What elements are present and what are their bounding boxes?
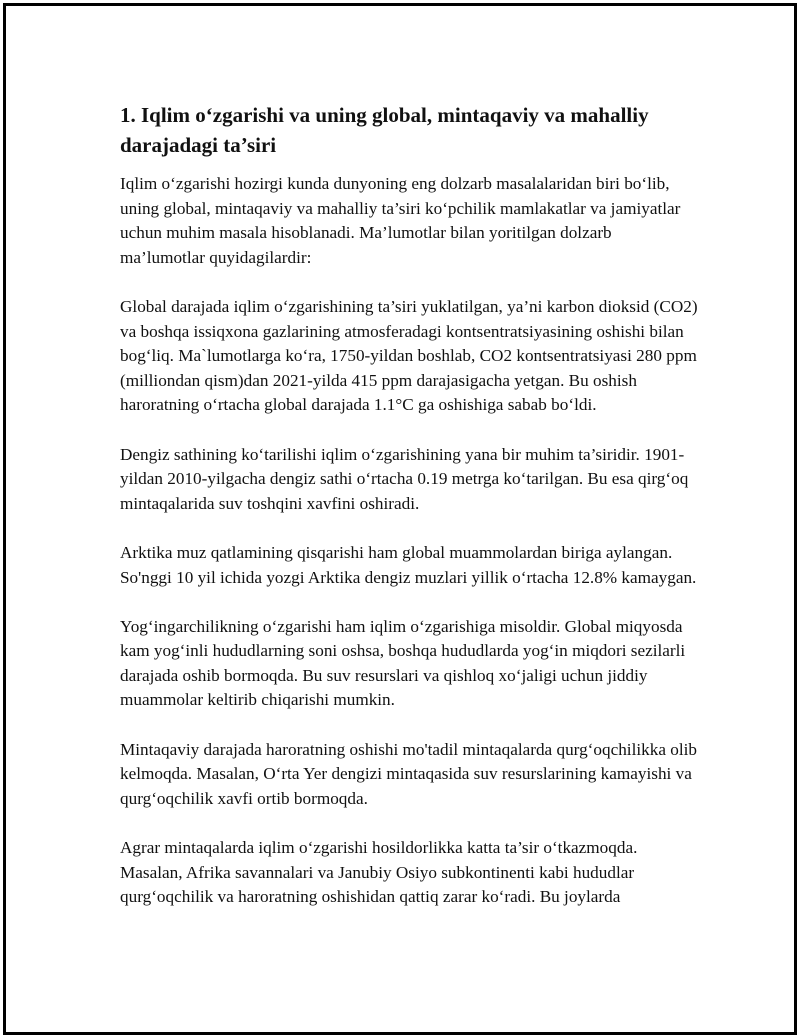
paragraph-arctic-ice: Arktika muz qatlamining qisqarishi ham global muammolardan biriga aylangan. So'nggi 10 yil ichida yozgi Arktika dengiz muzlari yillik o‘rtacha 12.8% kamaygan. [120, 542, 697, 587]
paragraph-sea-level: Dengiz sathining ko‘tarilishi iqlim o‘zgarishining yana bir muhim ta’siridir. 1901-yildan 2010-yilgacha dengiz sathi o‘rtacha 0.19 metrga ko‘tarilgan. Bu esa qirg‘oq mintaqalarida suv toshqini xavfini oshiradi. [120, 444, 689, 513]
paragraph-precipitation: Yog‘ingarchilikning o‘zgarishi ham iqlim o‘zgarishiga misoldir. Global miqyosda kam yog‘inli hududlarning soni oshsa, boshqa hududlarda yog‘in miqdori sezilarli darajada oshib bormoqda. Bu suv resurslari va qishloq xo‘jaligi uchun jiddiy muammolar keltirib chiqarishi mumkin. [120, 616, 686, 710]
paragraph-global-co2: Global darajada iqlim o‘zgarishining ta’siri yuklatilgan, ya’ni karbon dioksid (CO2) va boshqa issiqxona gazlarining atmosferadagi kontsentratsiyasining oshishi bilan bog‘liq. Ma`lumotlarga ko‘ra, 1750-yildan boshlab, CO2 kontsentratsiyasi 280 ppm (milliondan qism)dan 2021-yilda 415 ppm darajasigacha yetgan. Bu oshish haroratning o‘rtacha global darajada 1.1°C ga oshishiga sabab bo‘ldi. [120, 296, 698, 415]
paragraph-intro: Iqlim o‘zgarishi hozirgi kunda dunyoning eng dolzarb masalalaridan biri bo‘lib, uning global, mintaqaviy va mahalliy ta’siri ko‘pchilik mamlakatlar va jamiyatlar uchun muhim masala hisoblanadi. Ma’lumotlar bilan yoritilgan dolzarb ma’lumotlar quyidagilardir: [120, 174, 681, 267]
page-frame [3, 3, 797, 1035]
section-heading: 1. Iqlim o‘zgarishi va uning global, mintaqaviy va mahalliy darajadagi ta’siri [120, 103, 649, 157]
document-body [120, 100, 700, 934]
paragraph-regional-drought: Mintaqaviy darajada haroratning oshishi mo'tadil mintaqalarda qurg‘oqchilikka olib kelmoqda. Masalan, O‘rta Yer dengizi mintaqasida suv resurslarining kamayishi va qurg‘oqchilik xavfi ortib bormoqda. [120, 739, 697, 808]
paragraph-agrarian: Agrar mintaqalarda iqlim o‘zgarishi hosildorlikka katta ta’sir o‘tkazmoqda. Masalan, Afrika savannalari va Janubiy Osiyo subkontinenti kabi hududlar qurg‘oqchilik va haroratning oshishidan qattiq zarar ko‘radi. Bu joylarda [120, 838, 638, 907]
